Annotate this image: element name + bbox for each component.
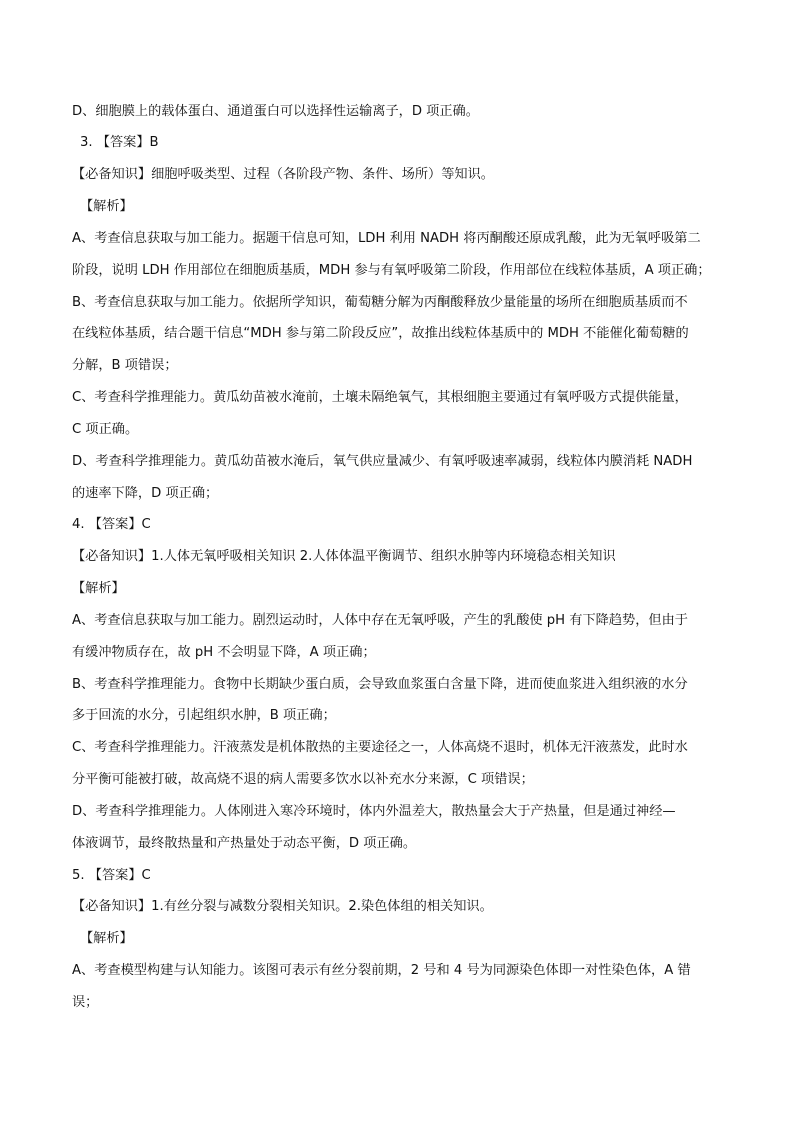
text-line: 在线粒体基质，结合题干信息“MDH 参与第二阶段反应”，故推出线粒体基质中的 MDH 不能催化葡萄糖的 xyxy=(72,326,689,341)
answer-heading: 3. 【答案】B xyxy=(80,135,159,150)
knowledge-heading: 【必备知识】细胞呼吸类型、过程（各阶段产物、条件、场所）等知识。 xyxy=(72,167,494,182)
text-line: C 项正确。 xyxy=(72,422,139,437)
text-line: 有缓冲物质存在，故 pH 不会明显下降，A 项正确； xyxy=(72,645,376,660)
text-line: D、考查科学推理能力。人体刚进入寒冷环境时，体内外温差大，散热量会大于产热量，但是通过神经— xyxy=(72,804,676,819)
answer-heading: 4. 【答案】C xyxy=(72,517,151,532)
text-line: B、考查信息获取与加工能力。依据所学知识，葡萄糖分解为丙酮酸释放少量能量的场所在细胞质基质而不 xyxy=(72,295,688,310)
text-line: 的速率下降，D 项正确； xyxy=(72,486,219,501)
text-line: 分平衡可能被打破，故高烧不退的病人需要多饮水以补充水分来源，C 项错误； xyxy=(72,772,534,787)
analysis-heading: 【解析】 xyxy=(80,199,133,214)
analysis-heading: 【解析】 xyxy=(80,931,133,946)
text-line: D、细胞膜上的载体蛋白、通道蛋白可以选择性运输离子，D 项正确。 xyxy=(72,104,479,119)
text-line: 多于回流的水分，引起组织水肿，B 项正确； xyxy=(72,708,336,723)
answer-heading: 5. 【答案】C xyxy=(72,868,151,883)
text-line: 分解，B 项错误； xyxy=(72,358,178,373)
knowledge-heading: 【必备知识】1.有丝分裂与减数分裂相关知识。2.染色体组的相关知识。 xyxy=(72,899,493,914)
text-line: 阶段，说明 LDH 作用部位在细胞质基质，MDH 参与有氧呼吸第二阶段，作用部位在线粒体基质，A 项正确； xyxy=(72,263,711,278)
text-line: A、考查模型构建与认知能力。该图可表示有丝分裂前期，2 号和 4 号为同源染色体即一对性染色体，A 错 xyxy=(72,963,691,978)
text-line: 体液调节，最终散热量和产热量处于动态平衡，D 项正确。 xyxy=(72,836,417,851)
text-line: D、考查科学推理能力。黄瓜幼苗被水淹后，氧气供应量减少、有氧呼吸速率减弱，线粒体内膜消耗 NADH xyxy=(72,454,693,469)
knowledge-heading: 【必备知识】1.人体无氧呼吸相关知识 2.人体体温平衡调节、组织水肿等内环境稳态相关知识 xyxy=(72,549,616,564)
text-line: 误； xyxy=(72,995,99,1010)
analysis-heading: 【解析】 xyxy=(72,581,125,596)
text-line: B、考查科学推理能力。食物中长期缺少蛋白质，会导致血浆蛋白含量下降，进而使血浆进入组织液的水分 xyxy=(72,677,688,692)
text-line: A、考查信息获取与加工能力。剧烈运动时，人体中存在无氧呼吸，产生的乳酸使 pH 有下降趋势，但由于 xyxy=(72,613,688,628)
text-line: C、考查科学推理能力。汗液蒸发是机体散热的主要途径之一，人体高烧不退时，机体无汗液蒸发，此时水 xyxy=(72,740,688,755)
text-line: C、考查科学推理能力。黄瓜幼苗被水淹前，土壤未隔绝氧气，其根细胞主要通过有氧呼吸方式提供能量， xyxy=(72,390,688,405)
text-line: A、考查信息获取与加工能力。据题干信息可知，LDH 利用 NADH 将丙酮酸还原成乳酸，此为无氧呼吸第二 xyxy=(72,231,701,246)
